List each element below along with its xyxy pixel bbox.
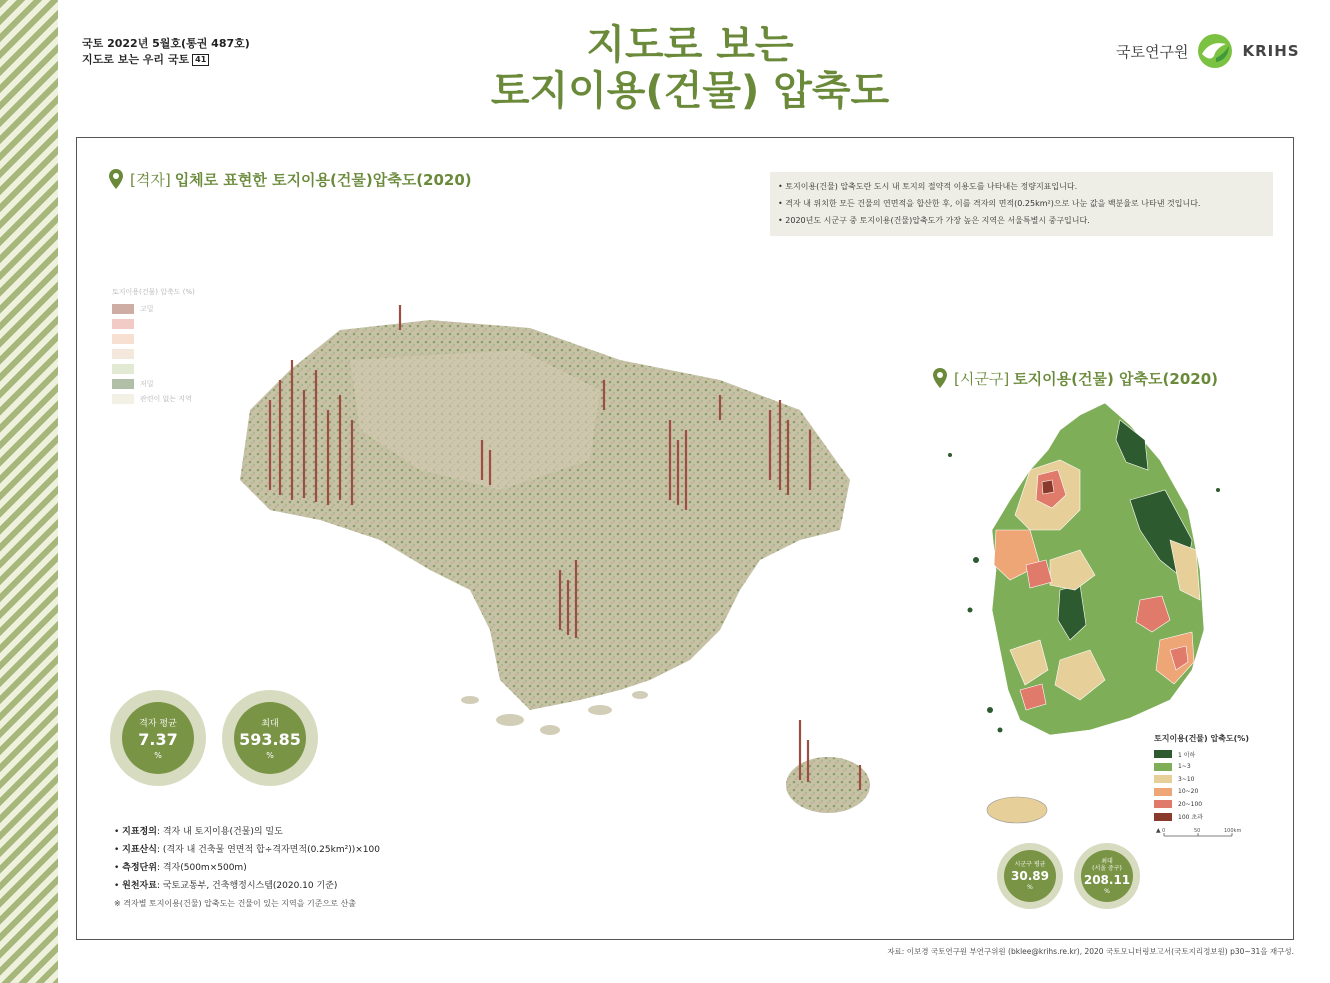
- definition-row: • 측정단위: 격자(500m×500m): [114, 863, 247, 873]
- grid-average-unit: %: [154, 751, 162, 760]
- grid-max-unit: %: [266, 751, 274, 760]
- district-legend-swatch: [1154, 750, 1172, 758]
- scale-zero: 0: [1162, 828, 1166, 834]
- district-legend: [1154, 733, 1249, 823]
- definition-row: • 원천자료: 국토교통부, 건축행정시스템(2020.10 기준): [114, 881, 338, 891]
- grid-legend-swatch: [112, 319, 134, 329]
- definition-row: • 지표산식: (격자 내 건축물 연면적 합÷격자면적(0.25km²))×100: [114, 845, 380, 855]
- district-legend-swatch: [1154, 788, 1172, 796]
- definition-value: (격자 내 건축물 연면적 합÷격자면적(0.25km²))×100: [162, 845, 380, 855]
- district-max-sublabel: (서울 중구): [1092, 864, 1122, 872]
- decorative-stripe: [0, 0, 58, 983]
- page-title: [400, 22, 980, 114]
- district-average-label: 시군구 평균: [1014, 861, 1046, 868]
- definition-key: 원천자료: [122, 881, 157, 891]
- district-legend-label: 1~3: [1178, 763, 1191, 771]
- district-legend-title: 토지이용(건물) 압축도(%): [1154, 734, 1249, 743]
- grid-legend-swatch: [112, 304, 134, 314]
- logo-mark-icon: [1196, 32, 1234, 70]
- grid-section-title: [108, 168, 472, 190]
- issue-info: [82, 36, 250, 68]
- krihs-logo: [1116, 32, 1300, 70]
- grid-legend-swatch: [112, 334, 134, 344]
- district-legend-label: 3~10: [1178, 775, 1195, 783]
- definition-key: 측정단위: [122, 863, 157, 873]
- district-legend-swatch: [1154, 775, 1172, 783]
- note-1: • 토지이용(건물) 압축도란 도시 내 토지의 절약적 이용도를 나타내는 정량지표입니다.: [778, 182, 1078, 191]
- district-average-value: 30.89: [1011, 869, 1049, 883]
- district-average-unit: %: [1027, 884, 1033, 891]
- grid-section-bracket: [격자]: [130, 170, 171, 189]
- grid-legend: [112, 287, 195, 406]
- definition-key: 지표정의: [122, 827, 157, 837]
- note-3: • 2020년도 시군구 중 토지이용(건물)압축도가 가장 높은 지역은 서울특별시 중구입니다.: [778, 216, 1090, 225]
- district-section-text: 토지이용(건물) 압축도(2020): [1013, 369, 1218, 388]
- issue-number: 41: [192, 54, 209, 66]
- grid-max-value: 593.85: [239, 730, 301, 749]
- issue-line2: 지도로 보는 우리 국토: [82, 53, 190, 66]
- issue-line1: 국토 2022년 5월호(통권 487호): [82, 37, 250, 50]
- scale-end: 100km: [1224, 828, 1242, 834]
- district-legend-label: 100 초과: [1178, 814, 1203, 822]
- location-pin-icon: [108, 168, 124, 190]
- district-legend-label: 10~20: [1178, 788, 1199, 796]
- district-max-value: 208.11: [1083, 872, 1131, 887]
- grid-legend-swatch: [112, 349, 134, 359]
- district-average-badge: [997, 843, 1063, 909]
- district-legend-swatch: [1154, 800, 1172, 808]
- note-2: • 격자 내 위치한 모든 건물의 연면적을 합산한 후, 이를 격자의 면적(0.25km²)으로 나눈 값을 백분율로 나타낸 것입니다.: [778, 199, 1201, 208]
- footnote: ※ 격자별 토지이용(건물) 압축도는 건물이 있는 지역을 기준으로 산출: [114, 899, 356, 908]
- grid-max-badge: [222, 690, 318, 786]
- definition-value: 국토교통부, 건축행정시스템(2020.10 기준): [162, 881, 338, 891]
- scale-bar: [1156, 826, 1246, 842]
- district-legend-swatch: [1154, 813, 1172, 821]
- grid-legend-high: 고밀: [140, 304, 154, 313]
- grid-average-badge: [110, 690, 206, 786]
- grid-max-label: 최대: [261, 719, 279, 729]
- district-max-unit: %: [1104, 887, 1110, 895]
- district-max-badge: [1074, 843, 1140, 909]
- indicator-definitions: [114, 823, 380, 913]
- grid-legend-swatch: [112, 394, 134, 404]
- district-legend-swatch: [1154, 763, 1172, 771]
- definition-row: • 지표정의: 격자 내 토지이용(건물)의 밀도: [114, 827, 283, 837]
- grid-average-value: 7.37: [138, 730, 178, 749]
- mainland-districts: [992, 403, 1204, 735]
- grid-section-text: 입체로 표현한 토지이용(건물)압축도(2020): [174, 170, 472, 189]
- grid-legend-swatch: [112, 364, 134, 374]
- definition-value: 격자 내 토지이용(건물)의 밀도: [162, 827, 283, 837]
- jeju-grid: [786, 757, 870, 813]
- definition-value: 격자(500m×500m): [162, 863, 247, 873]
- grid-legend-title: 토지이용(건물) 압축도 (%): [112, 288, 195, 296]
- north-arrow-icon: ▲: [1156, 827, 1161, 834]
- mainland-grid: [240, 320, 850, 710]
- grid-legend-low: 저밀: [140, 379, 154, 388]
- title-line2: 토지이용(건물) 압축도: [490, 68, 890, 114]
- source-citation: 자료: 이보경 국토연구원 부연구위원 (bklee@krihs.re.kr), 2020 국토모니터링보고서(국토지리정보원) p30~31을 재구성.: [887, 947, 1294, 956]
- district-max-label: 최대: [1101, 857, 1113, 865]
- description-notes: [770, 172, 1273, 236]
- definition-key: 지표산식: [122, 845, 157, 855]
- district-section-title: [932, 367, 1218, 389]
- logo-english: KRIHS: [1242, 42, 1300, 60]
- district-legend-label: 20~100: [1178, 800, 1203, 808]
- grid-legend-swatch: [112, 379, 134, 389]
- grid-legend-none: 관련이 없는 지역: [140, 394, 192, 403]
- district-section-bracket: [시군구]: [954, 369, 1010, 388]
- logo-korean: 국토연구원: [1116, 42, 1189, 61]
- grid-average-label: 격자 평균: [139, 719, 177, 729]
- title-line1: 지도로 보는: [586, 22, 794, 68]
- jeju-district: [987, 797, 1047, 823]
- district-legend-label: 1 이하: [1178, 751, 1196, 759]
- location-pin-icon: [932, 367, 948, 389]
- scale-mid: 50: [1194, 828, 1201, 834]
